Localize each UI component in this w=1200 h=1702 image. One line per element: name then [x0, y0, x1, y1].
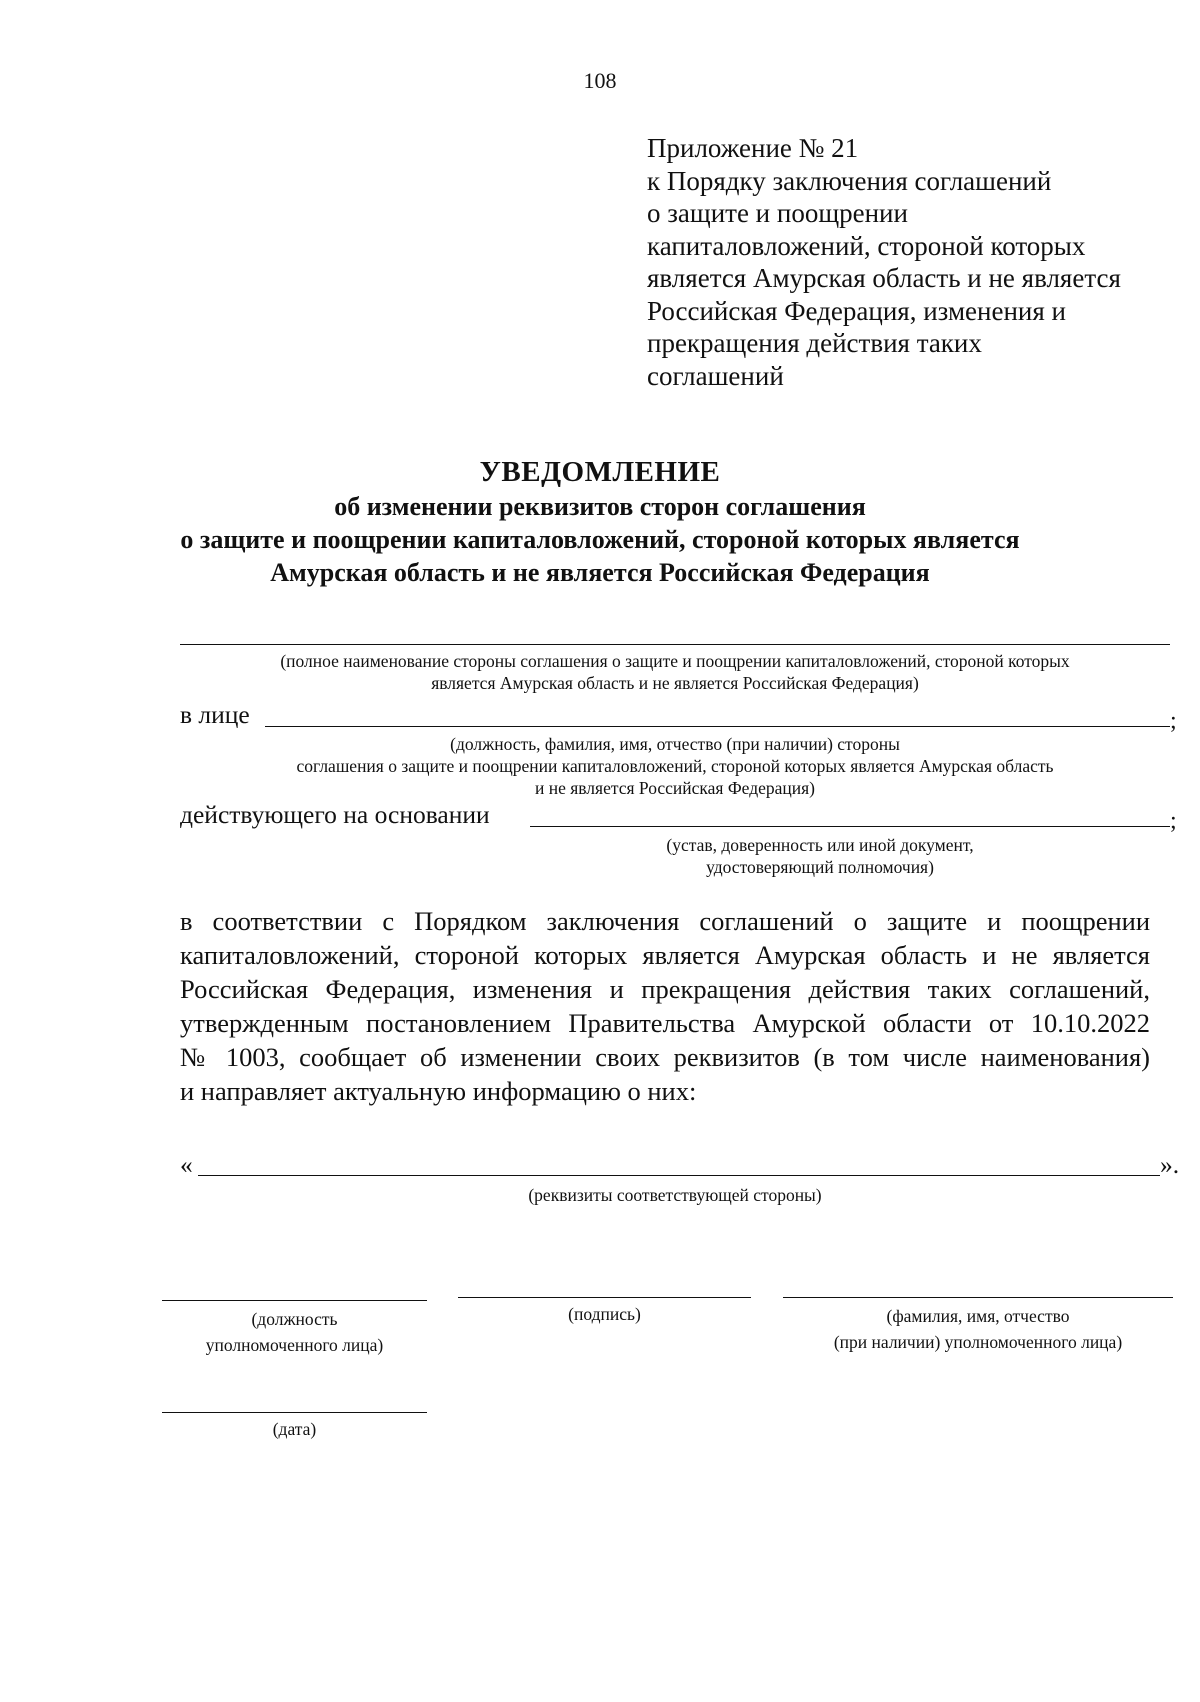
annex-line: прекращения действия таких [647, 328, 982, 358]
body-line: № 1003, сообщает об изменении своих реквизитов (в том числе наименования) [180, 1042, 1150, 1072]
body-paragraph [180, 904, 1150, 1108]
date-caption: (дата) [272, 1419, 317, 1439]
party-name-caption: (полное наименование стороны соглашения о защите и поощрении капиталовложений, стороной которых является Амурская область и не является Российская Федерация) [280, 651, 1070, 693]
page-number: 108 [583, 68, 617, 93]
title-subtitle-line: об изменении реквизитов сторон соглашения [334, 492, 866, 521]
annex-line: является Амурская область и не является [647, 263, 1121, 293]
acting-basis-caption: (устав, доверенность или иной документ, удостоверяющий полномочия) [666, 835, 974, 877]
full-name-field[interactable] [783, 1297, 1173, 1298]
title-subtitle-line: Амурская область и не является Российская Федерация [270, 558, 930, 587]
body-line: и направляет актуальную информацию о них: [180, 1076, 697, 1106]
represented-by-field[interactable] [265, 726, 1170, 727]
represented-by-label: в лице [180, 700, 250, 729]
position-caption: (должность уполномоченного лица) [205, 1309, 384, 1355]
body-line: утвержденным постановлением Правительства Амурской области от 10.10.2022 [180, 1008, 1150, 1038]
annex-line: соглашений [647, 360, 784, 391]
position-signature-field[interactable] [162, 1300, 427, 1301]
acting-basis-field[interactable] [530, 826, 1170, 827]
signature-field[interactable] [458, 1297, 751, 1298]
body-line: Российская Федерация, изменения и прекращения действия таких соглашений, [180, 974, 1150, 1004]
annex-line: капиталовложений, стороной которых [647, 230, 1086, 261]
requisites-close-quote: ». [1160, 1150, 1180, 1179]
annex-line: Приложение № 21 [647, 133, 859, 163]
signature-caption: (подпись) [568, 1304, 641, 1324]
body-line: в соответствии с Порядком заключения соглашений о защите и поощрении [180, 906, 1150, 936]
body-line: капиталовложений, стороной которых является Амурская область и не является [180, 940, 1150, 970]
title-subtitle-line: о защите и поощрении капиталовложений, стороной которых является [180, 525, 1020, 554]
represented-by-caption: (должность, фамилия, имя, отчество (при наличии) стороны соглашения о защите и поощрении капиталовложений, стороной которых является Амурская область и не является Российская Федерация) [296, 734, 1054, 798]
full-name-caption: (фамилия, имя, отчество (при наличии) уполномоченного лица) [833, 1306, 1123, 1352]
annex-header [647, 132, 1167, 392]
title-main: УВЕДОМЛЕНИЕ [479, 456, 721, 488]
annex-line: о защите и поощрении [647, 198, 908, 228]
acting-basis-label: действующего на основании [180, 800, 490, 829]
requisites-caption: (реквизиты соответствующей стороны) [528, 1185, 822, 1205]
annex-line: Российская Федерация, изменения и [647, 295, 1066, 326]
requisites-field[interactable] [198, 1175, 1160, 1176]
document-title [60, 454, 1140, 589]
line-end-semicolon: ; [1170, 708, 1177, 734]
line-end-semicolon: ; [1170, 808, 1177, 834]
date-field[interactable] [162, 1412, 427, 1413]
requisites-open-quote: « [180, 1150, 193, 1179]
annex-line: к Порядку заключения соглашений [647, 165, 1052, 196]
party-name-field[interactable] [180, 644, 1170, 645]
